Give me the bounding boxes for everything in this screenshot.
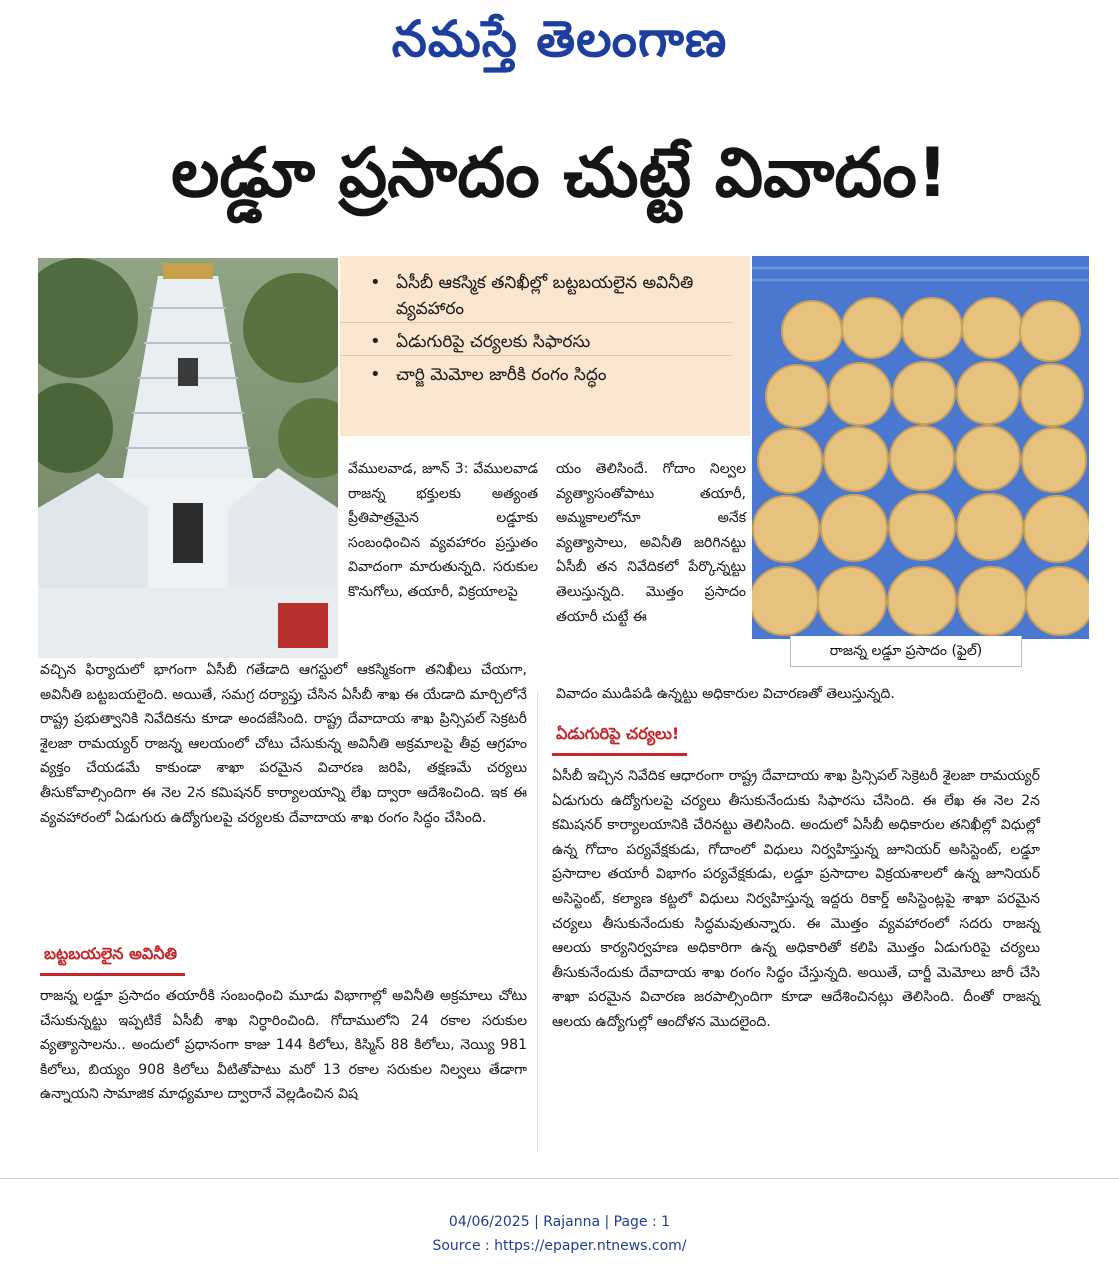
subheading-actions: ఏడుగురిపై చర్యలు! <box>552 720 687 756</box>
summary-box <box>340 256 750 436</box>
article-column-b-continuation <box>556 682 1036 707</box>
summary-bullet <box>340 270 732 323</box>
summary-bullet-text: చార్జి మెమోల జారీకి రంగం సిద్ధం <box>396 365 607 385</box>
column-divider <box>537 692 538 1152</box>
article-text: వచ్చిన ఫిర్యాదులో భాగంగా ఏసీబీ గతేడాది ఆగస్టులో ఆకస్మికంగా తనిఖీలు చేయగా, అవినీతి బట్టబయలైంది. అయితే, సమగ్ర దర్యాప్తు చేసిన ఏసీబీ శాఖ ఈ యేడాది మార్చిలోనే రాష్ట్ర ప్రభుత్వానికి నివేదికను కూడా అందజేసింది. రాష్ట్ర దేవాదాయ శాఖ ప్రిన్సిపల్ సెక్రటరీ శైలజా రామయ్యర్ రాజన్న ఆలయంలో చోటు చేసుకున్న అవినీతి అక్రమాలపై తీవ్ర ఆగ్రహం వ్యక్తం చేయడమే కాకుండా శాఖా పరమైన విచారణ జరిపి, తక్షణమే చర్యలు తీసుకోవాల్సిందిగా ఈ నెల 2న కమిషనర్ కార్యాలయాన్ని లేఖ ద్వారా ఆదేశించింది. ఇక ఈ వ్యవహారంలో ఏడుగురు ఉద్యోగులపై చర్యలకు దేవాదాయ శాఖ రంగం సిద్ధం చేసింది. <box>40 662 527 826</box>
article-text: రాజన్న లడ్డూ ప్రసాదం తయారీకి సంబంధించి మూడు విభాగాల్లో అవినీతి అక్రమాలు చోటు చేసుకున్నట్టు ఇప్పటికే ఏసీబీ శాఖ నిర్ధారించింది. గోదాములోని 24 రకాల సరుకుల వ్యత్యాసాలను.. అందులో ప్రధానంగా కాజు 144 కిలోలు, కిస్మిస్ 88 కిలోలు, నెయ్యి 981 కిలోలు, బియ్యం 908 కిలోలు వీటితోపాటు మరో 13 రకాల సరుకుల నిల్వలు తేడాగా ఉన్నాయని సామాజిక మాధ్యమాల ద్వారానే వెల్లడించిన విష <box>40 988 527 1103</box>
temple-illustration <box>38 258 338 658</box>
newspaper-masthead: నమస్తే తెలంగాణ <box>391 10 728 68</box>
article-column-a-top <box>348 457 538 605</box>
laddu-illustration <box>752 256 1089 639</box>
article-right-body <box>552 764 1040 1035</box>
article-text: యం తెలిసిందే. గోదాం నిల్వల వ్యత్యాసంతోపాటు తయారీ, అమ్మకాలలోనూ అనేక వ్యత్యాసాలు, అవినీతి జరిగినట్టు ఏసీబీ తన నివేదికలో పేర్కొన్నట్టు తెలుస్తున్నది. మొత్తం ప్రసాదం తయారీ చుట్టే ఈ <box>556 461 746 625</box>
bullet-icon: • <box>370 364 381 385</box>
article-left-body-2 <box>40 984 527 1107</box>
page-bottom-rule <box>0 1178 1119 1179</box>
bullet-icon: • <box>370 331 381 352</box>
summary-bullet-text: ఏడుగురిపై చర్యలకు సిఫారసు <box>396 332 591 352</box>
laddu-photo <box>752 256 1089 639</box>
summary-bullet <box>340 362 732 388</box>
summary-bullet-list <box>340 256 750 388</box>
article-text: వేములవాడ, జూన్ 3: వేములవాడ రాజన్న భక్తులకు అత్యంత ప్రీతిపాత్రమైన లడ్డూకు సంబంధించిన వ్యవహారం ప్రస్తుతం వివాదంగా మారుతున్నది. సరుకుల కొనుగోలు, తయారీ, విక్రయాలపై <box>348 461 538 600</box>
bullet-icon: • <box>370 272 381 293</box>
article-left-body <box>40 658 527 830</box>
subheading-corruption: బట్టబయలైన అవినీతి <box>40 940 185 976</box>
temple-photo <box>38 258 338 658</box>
footer-source-line: Source : https://epaper.ntnews.com/ <box>432 1238 687 1254</box>
headline: లడ్డూ ప్రసాదం చుట్టే వివాదం! <box>171 134 948 213</box>
article-column-b-top <box>556 457 746 629</box>
article-text: వివాదం ముడిపడి ఉన్నట్టు అధికారుల విచారణతో తెలుస్తున్నది. <box>556 686 895 702</box>
photo-caption: రాజన్న లడ్డూ ప్రసాదం (ఫైల్) <box>790 636 1022 667</box>
summary-bullet <box>340 329 732 356</box>
footer-date-line: 04/06/2025 | Rajanna | Page : 1 <box>448 1214 671 1230</box>
article-text: ఏసీబీ ఇచ్చిన నివేదిక ఆధారంగా రాష్ట్ర దేవాదాయ శాఖ ప్రిన్సిపల్ సెక్రెటరీ శైలజా రామయ్యర్ ఏడుగురు ఉద్యోగులపై చర్యలు తీసుకునేందుకు సిఫారసు చేసింది. ఈ లేఖ ఈ నెల 2న కమిషనర్ కార్యాలయానికి చేరినట్టు తెలిసింది. అందులో ఏసీబీ అధికారుల తనిఖీల్లో విధుల్లో ఉన్న గోదాం పర్యవేక్షకుడు, గోదాంలో విధులు నిర్వహిస్తున్న జూనియర్ అసిస్టెంట్, లడ్డూ ప్రసాదాల తయారీ విభాగం పర్యవేక్షకుడు, లడ్డూ ప్రసాదాల విక్రయశాలలో ఉన్న జూనియర్ అసిస్టెంట్, కల్యాణ కట్టలో విధులు నిర్వహిస్తున్న ఇద్దరు రికార్డ్ అసిస్టెంట్లపై శాఖా పరమైన చర్యలు తీసుకునేందుకు సిద్ధమవుతున్నారు. ఈ మొత్తం వ్యవహారంలో సదరు రాజన్న ఆలయ కార్యనిర్వహణ అధికారిగా ఉన్న అధికారితో కలిపి మొత్తం ఏడుగురిపై చర్యలు తీసుకునేందుకు దేవాదాయ శాఖ రంగం సిద్ధం చేస్తున్నది. అయితే, చార్జీ మెమోలు జారీ చేసి శాఖా పరమైన విచారణ జరపాల్సిందిగా కూడా ఆదేశించినట్లు తెలిసింది. దీంతో రాజన్న ఆలయ ఉద్యోగుల్లో ఆందోళన మొదలైంది. <box>552 768 1040 1030</box>
summary-bullet-text: ఏసీబీ ఆకస్మిక తనిఖీల్లో బట్టబయలైన అవినీతి వ్యవహారం <box>396 273 694 319</box>
